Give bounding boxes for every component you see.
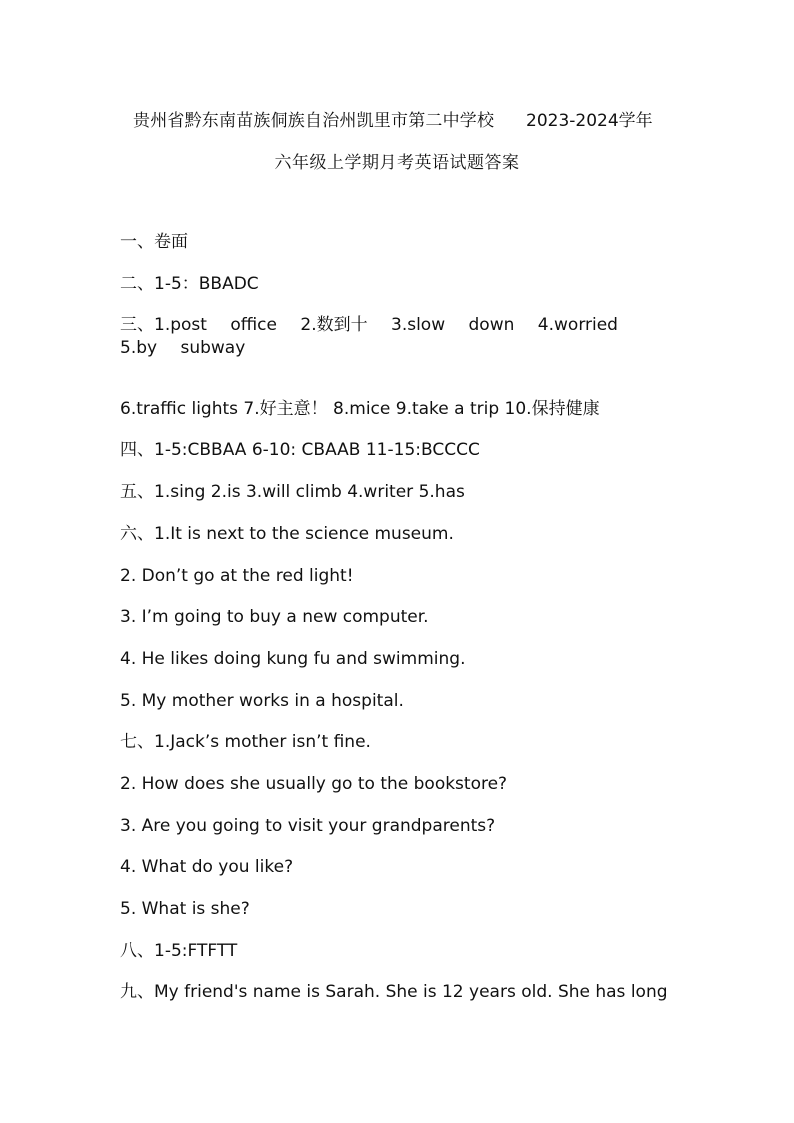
answer-section-1: 一、卷面 [120, 232, 188, 252]
answer-section-6-item-4: 4. He likes doing kung fu and swimming. [120, 648, 466, 669]
answer-section-3: 三、1.post office 2.数到十 3.slow down 4.worried 5.by subway [120, 315, 618, 359]
document-title: 六年级上学期月考英语试题答案 [274, 153, 520, 173]
answer-section-2: 二、1-5：BBADC [120, 273, 259, 294]
school-year: 2023-2024学年 [526, 111, 653, 131]
answer-section-7-item-3: 3. Are you going to visit your grandparents? [120, 815, 496, 836]
answer-section-7-item-5: 5. What is she? [120, 899, 250, 920]
answer-section-6-item-1: 六、1.It is next to the science museum. [120, 523, 454, 544]
answer-section-6-item-3: 3. I’m going to buy a new computer. [120, 607, 429, 628]
answer-section-7-item-4: 4. What do you like? [120, 857, 294, 878]
answer-section-8: 八、1-5:FTFTT [120, 940, 238, 961]
answer-list [120, 231, 676, 1023]
answer-section-3-cont: 6.traffic lights 7.好主意！ 8.mice 9.take a trip 10.保持健康 [120, 398, 600, 419]
answer-section-6-item-5: 5. My mother works in a hospital. [120, 690, 404, 711]
school-name: 贵州省黔东南苗族侗族自治州凯里市第二中学校 [133, 111, 495, 131]
answer-section-9: 九、My friend's name is Sarah. She is 12 years old. She has long [120, 982, 668, 1003]
answer-section-7-item-1: 七、1.Jack’s mother isn’t fine. [120, 732, 371, 753]
answer-section-7-item-2: 2. How does she usually go to the bookstore? [120, 773, 508, 794]
answer-section-6-item-2: 2. Don’t go at the red light! [120, 565, 354, 586]
answer-section-5: 五、1.sing 2.is 3.will climb 4.writer 5.has [120, 482, 465, 503]
answer-section-4: 四、1-5:CBBAA 6-10: CBAAB 11-15:BCCCC [120, 440, 480, 461]
